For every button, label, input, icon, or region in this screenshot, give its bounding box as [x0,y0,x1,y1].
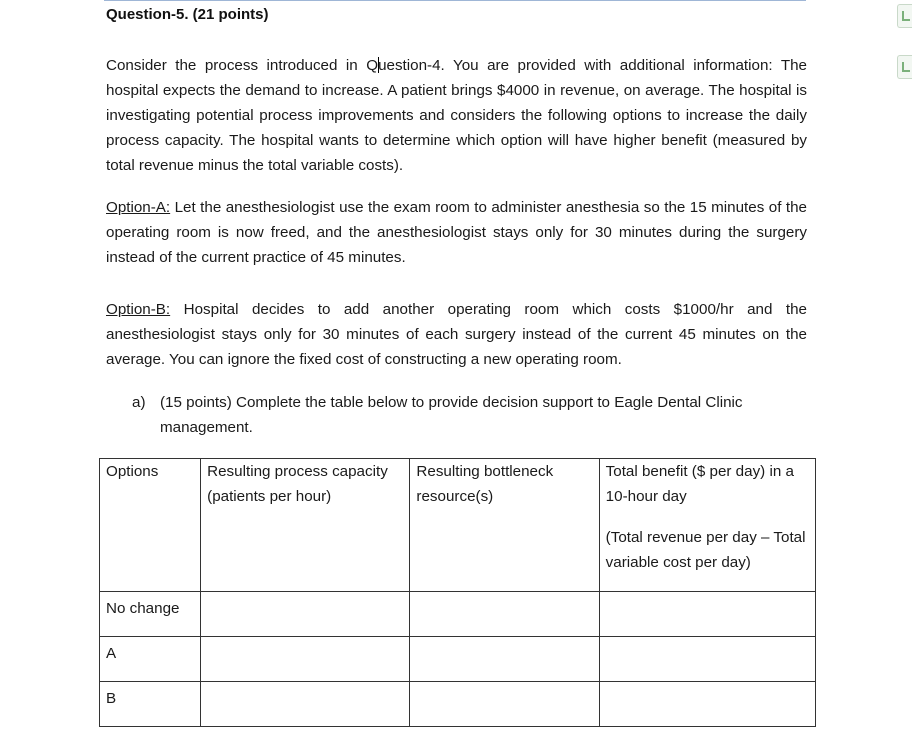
capacity-cell[interactable] [201,682,410,727]
header-benefit-main: Total benefit ($ per day) in a 10-hour day [605,463,794,505]
bottleneck-cell[interactable] [410,682,599,727]
option-a-text: Let the anesthesiologist use the exam room to administer anesthesia so the 15 minutes of the operating room is now freed, and the anesthesiologist stays only for 30 minutes during the surgery instead of the current practice of 45 minutes. [106,199,807,266]
header-options: Options [100,459,201,592]
benefit-cell[interactable] [599,682,815,727]
intro-text-start: Consider the process introduced in Q [106,57,379,74]
option-b-text: Hospital decides to add another operating room which costs $1000/hr and the anesthesiologist stays only for 30 minutes of each surgery instead of the current 45 minutes on the average. You can ignore the fixed cost of constructing a new operating room. [106,301,807,368]
intro-paragraph [106,53,807,178]
table-row-no-change [100,592,816,637]
header-benefit [599,459,815,592]
table-row-option-b [100,682,816,727]
capacity-cell[interactable] [201,637,410,682]
row-option-label: A [100,637,201,682]
top-rule [104,0,806,1]
row-option-label: No change [100,592,201,637]
header-bottleneck: Resulting bottleneck resource(s) [410,459,599,592]
side-tool-icon[interactable] [897,4,912,28]
option-b-paragraph [106,297,807,372]
bottleneck-cell[interactable] [410,592,599,637]
benefit-cell[interactable] [599,592,815,637]
header-benefit-note: (Total revenue per day – Total variable cost per day) [605,529,806,571]
row-option-label: B [100,682,201,727]
option-b-label: Option-B: [106,301,171,318]
capacity-cell[interactable] [201,592,410,637]
table-header-row [100,459,816,592]
side-check-icon[interactable] [897,55,912,79]
question-heading: Question-5. (21 points) [106,6,269,23]
bottleneck-cell[interactable] [410,637,599,682]
part-a-text: (15 points) Complete the table below to provide decision support to Eagle Dental Clinic management. [160,394,743,436]
decision-support-table [99,458,816,727]
option-a-label: Option-A: [106,199,171,216]
table-row-option-a [100,637,816,682]
part-a-marker: a) [132,394,146,411]
intro-text-rest: uestion-4. You are provided with additional information: The hospital expects the demand to increase. A patient brings $4000 in revenue, on average. The hospital is investigating potential process improvements and considers the following options to increase the daily process capacity. The hospital wants to determine which option will have higher benefit (measured by total revenue minus the total variable costs). [106,57,807,174]
option-a-paragraph [106,195,807,270]
benefit-cell[interactable] [599,637,815,682]
header-capacity: Resulting process capacity (patients per hour) [201,459,410,592]
